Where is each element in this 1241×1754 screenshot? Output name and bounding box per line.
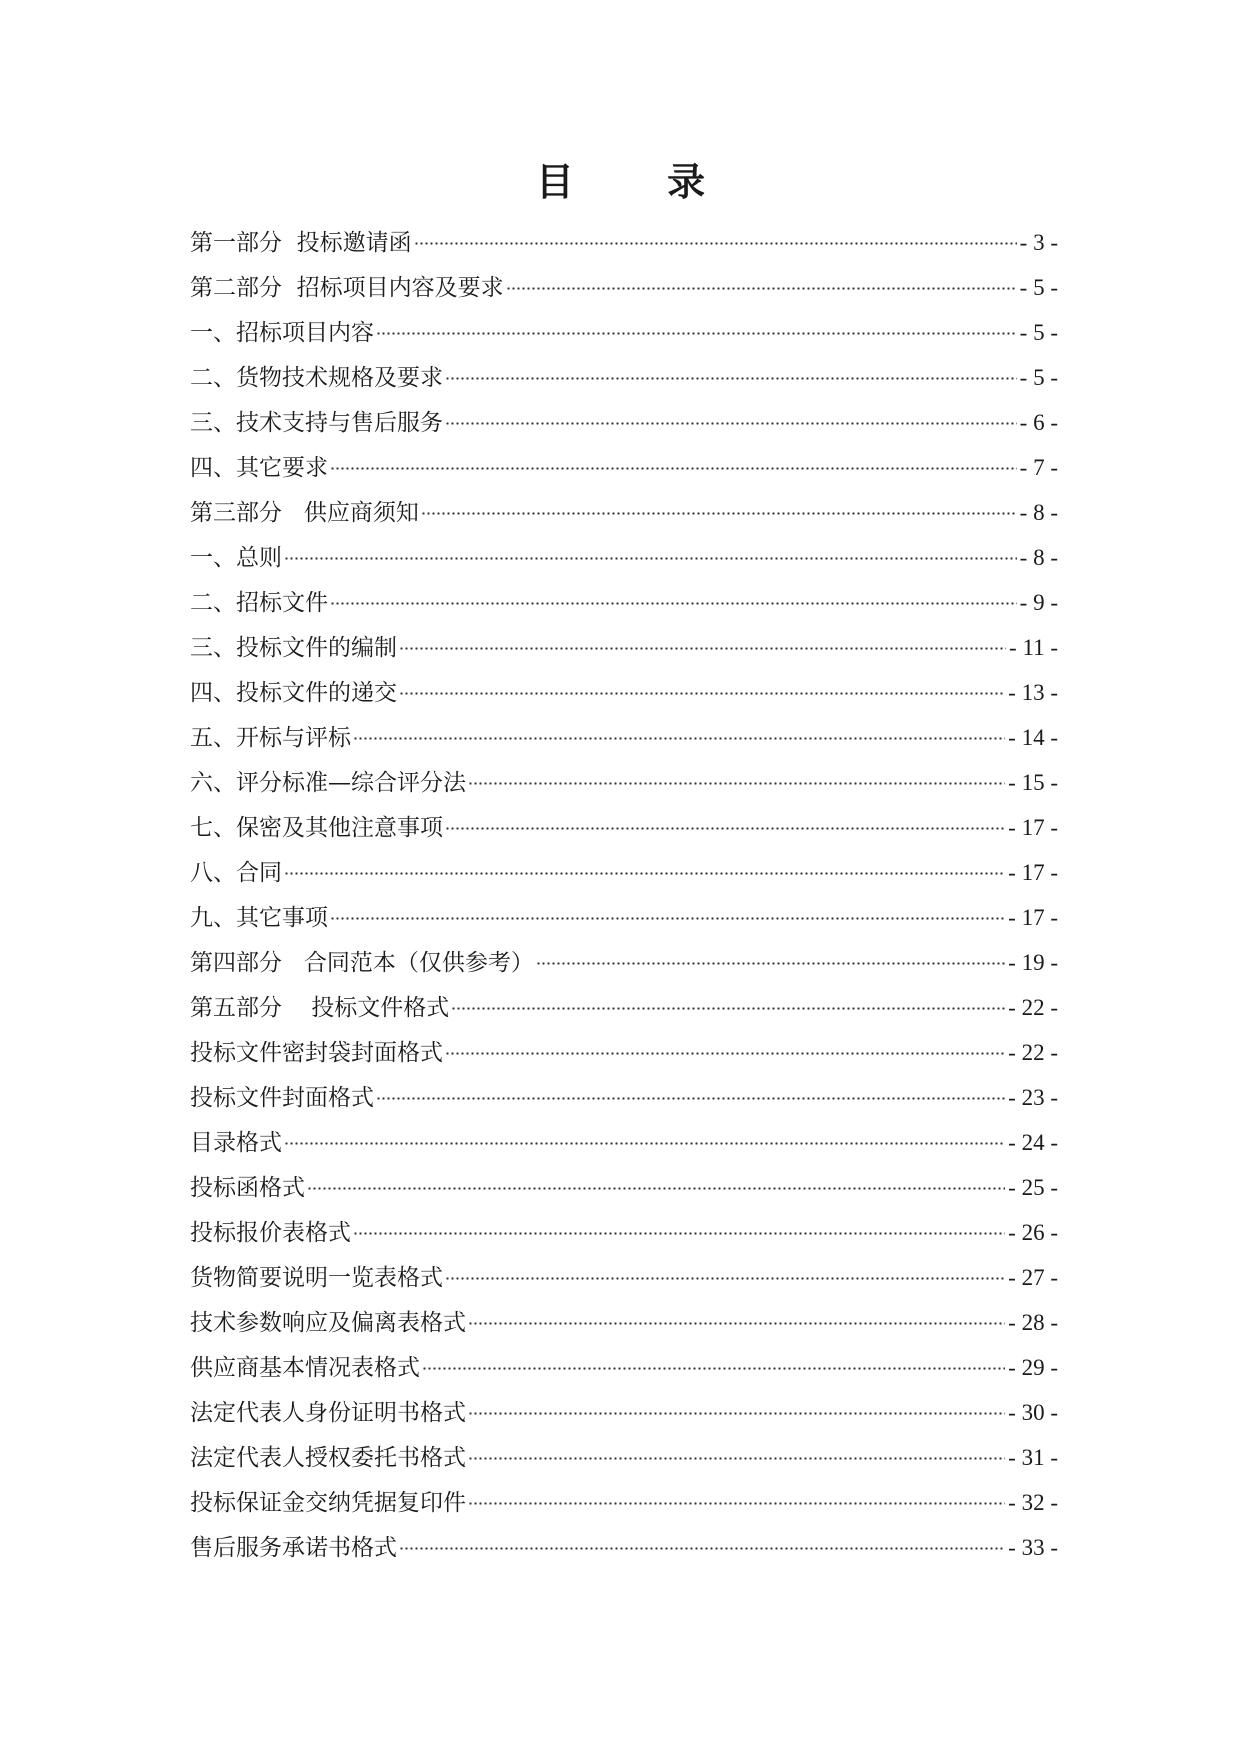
toc-entry-page: - 8 - [1019, 500, 1058, 525]
toc-entry-page: - 22 - [1008, 1040, 1058, 1065]
toc-entry-page: - 28 - [1008, 1310, 1058, 1335]
toc-entry-label: 技术参数响应及偏离表格式 [190, 1310, 466, 1336]
toc-entry[interactable] [190, 1030, 1058, 1075]
dot-leader [353, 737, 1005, 740]
toc-entry[interactable] [190, 490, 1058, 535]
toc-entry[interactable] [190, 400, 1058, 445]
toc-entry[interactable] [190, 1345, 1058, 1390]
dot-leader [421, 512, 1017, 515]
dot-leader [445, 827, 1005, 830]
dot-leader [399, 1547, 1005, 1550]
toc-entry-label: 一、总则 [190, 545, 282, 571]
toc-entry[interactable] [190, 1075, 1058, 1120]
dot-leader [376, 332, 1017, 335]
toc-entry-page: - 9 - [1019, 590, 1058, 615]
toc-entry-label: 供应商基本情况表格式 [190, 1355, 420, 1381]
toc-entry[interactable] [190, 1210, 1058, 1255]
toc-entry-label: 第四部分 合同范本（仅供参考） [190, 950, 534, 976]
toc-entry-label: 第二部分 招标项目内容及要求 [190, 275, 504, 301]
toc-entry-page: - 5 - [1019, 275, 1058, 300]
toc-entry-page: - 22 - [1008, 995, 1058, 1020]
dot-leader [307, 1187, 1005, 1190]
dot-leader [445, 377, 1017, 380]
toc-entry-label: 售后服务承诺书格式 [190, 1535, 397, 1561]
toc-entry-label: 八、合同 [190, 860, 282, 886]
toc-entry[interactable] [190, 355, 1058, 400]
toc-entry-page: - 33 - [1008, 1535, 1058, 1560]
dot-leader [330, 917, 1005, 920]
toc-entry-label: 四、投标文件的递交 [190, 680, 397, 706]
toc-entry-page: - 29 - [1008, 1355, 1058, 1380]
dot-leader [506, 287, 1017, 290]
toc-entry[interactable] [190, 715, 1058, 760]
toc-entry-page: - 5 - [1019, 320, 1058, 345]
toc-entry-label: 第一部分 投标邀请函 [190, 230, 412, 256]
toc-entry[interactable] [190, 1120, 1058, 1165]
dot-leader [468, 1322, 1005, 1325]
toc-entry[interactable] [190, 265, 1058, 310]
toc-entry-page: - 17 - [1008, 860, 1058, 885]
toc-entry[interactable] [190, 445, 1058, 490]
toc-entry-page: - 30 - [1008, 1400, 1058, 1425]
dot-leader [399, 692, 1005, 695]
toc-entry[interactable] [190, 1165, 1058, 1210]
toc-entry-label: 六、评分标准—综合评分法 [190, 770, 466, 796]
dot-leader [330, 467, 1017, 470]
toc-entry[interactable] [190, 1255, 1058, 1300]
toc-entry-page: - 3 - [1019, 230, 1058, 255]
toc-entry-label: 二、货物技术规格及要求 [190, 365, 443, 391]
toc-entry-page: - 24 - [1008, 1130, 1058, 1155]
toc-entry[interactable] [190, 1300, 1058, 1345]
table-of-contents [190, 220, 1058, 1570]
toc-entry[interactable] [190, 805, 1058, 850]
dot-leader [399, 647, 1006, 650]
toc-entry-page: - 32 - [1008, 1490, 1058, 1515]
dot-leader [284, 557, 1017, 560]
dot-leader [445, 1052, 1005, 1055]
toc-entry-page: - 6 - [1019, 410, 1058, 435]
dot-leader [451, 1007, 1005, 1010]
toc-entry-page: - 31 - [1008, 1445, 1058, 1470]
toc-entry-label: 三、技术支持与售后服务 [190, 410, 443, 436]
toc-entry-label: 二、招标文件 [190, 590, 328, 616]
toc-entry-label: 四、其它要求 [190, 455, 328, 481]
toc-entry-label: 九、其它事项 [190, 905, 328, 931]
toc-entry-label: 投标保证金交纳凭据复印件 [190, 1490, 466, 1516]
toc-entry[interactable] [190, 850, 1058, 895]
toc-entry-page: - 17 - [1008, 815, 1058, 840]
dot-leader [284, 1142, 1005, 1145]
toc-entry[interactable] [190, 895, 1058, 940]
toc-entry-page: - 7 - [1019, 455, 1058, 480]
toc-entry-page: - 14 - [1008, 725, 1058, 750]
toc-entry[interactable] [190, 535, 1058, 580]
toc-entry[interactable] [190, 940, 1058, 985]
dot-leader [468, 1502, 1005, 1505]
toc-entry[interactable] [190, 580, 1058, 625]
toc-entry-label: 目录格式 [190, 1130, 282, 1156]
toc-entry-label: 三、投标文件的编制 [190, 635, 397, 661]
toc-entry[interactable] [190, 220, 1058, 265]
toc-entry[interactable] [190, 1435, 1058, 1480]
toc-entry-label: 第五部分 投标文件格式 [190, 995, 450, 1021]
dot-leader [468, 1457, 1005, 1460]
toc-entry-page: - 26 - [1008, 1220, 1058, 1245]
dot-leader [422, 1367, 1005, 1370]
toc-entry[interactable] [190, 670, 1058, 715]
dot-leader [330, 602, 1017, 605]
toc-entry[interactable] [190, 1480, 1058, 1525]
toc-entry-page: - 25 - [1008, 1175, 1058, 1200]
dot-leader [376, 1097, 1005, 1100]
toc-entry-page: - 8 - [1019, 545, 1058, 570]
toc-entry-page: - 11 - [1009, 635, 1058, 660]
toc-entry-page: - 23 - [1008, 1085, 1058, 1110]
toc-entry[interactable] [190, 625, 1058, 670]
toc-entry[interactable] [190, 985, 1058, 1030]
toc-entry-page: - 15 - [1008, 770, 1058, 795]
toc-entry-label: 五、开标与评标 [190, 725, 351, 751]
toc-entry-page: - 27 - [1008, 1265, 1058, 1290]
toc-entry-label: 投标函格式 [190, 1175, 305, 1201]
toc-entry-label: 货物简要说明一览表格式 [190, 1265, 443, 1291]
toc-entry-label: 法定代表人授权委托书格式 [190, 1445, 466, 1471]
dot-leader [468, 1412, 1005, 1415]
toc-entry[interactable] [190, 1390, 1058, 1435]
toc-entry-label: 七、保密及其他注意事项 [190, 815, 443, 841]
dot-leader [468, 782, 1005, 785]
page-title: 目 录 [535, 159, 746, 204]
dot-leader [284, 872, 1005, 875]
toc-entry-label: 法定代表人身份证明书格式 [190, 1400, 466, 1426]
dot-leader [445, 422, 1017, 425]
toc-entry[interactable] [190, 760, 1058, 805]
dot-leader [414, 242, 1017, 245]
toc-entry-page: - 5 - [1019, 365, 1058, 390]
toc-entry-label: 投标文件密封袋封面格式 [190, 1040, 443, 1066]
toc-entry-page: - 19 - [1008, 950, 1058, 975]
toc-entry-label: 投标报价表格式 [190, 1220, 351, 1246]
toc-entry-label: 投标文件封面格式 [190, 1085, 374, 1111]
dot-leader [445, 1277, 1005, 1280]
toc-entry-label: 一、招标项目内容 [190, 320, 374, 346]
dot-leader [353, 1232, 1005, 1235]
toc-entry[interactable] [190, 310, 1058, 355]
dot-leader [536, 962, 1005, 965]
toc-entry[interactable] [190, 1525, 1058, 1570]
toc-entry-page: - 13 - [1008, 680, 1058, 705]
toc-entry-label: 第三部分 供应商须知 [190, 500, 419, 526]
toc-entry-page: - 17 - [1008, 905, 1058, 930]
